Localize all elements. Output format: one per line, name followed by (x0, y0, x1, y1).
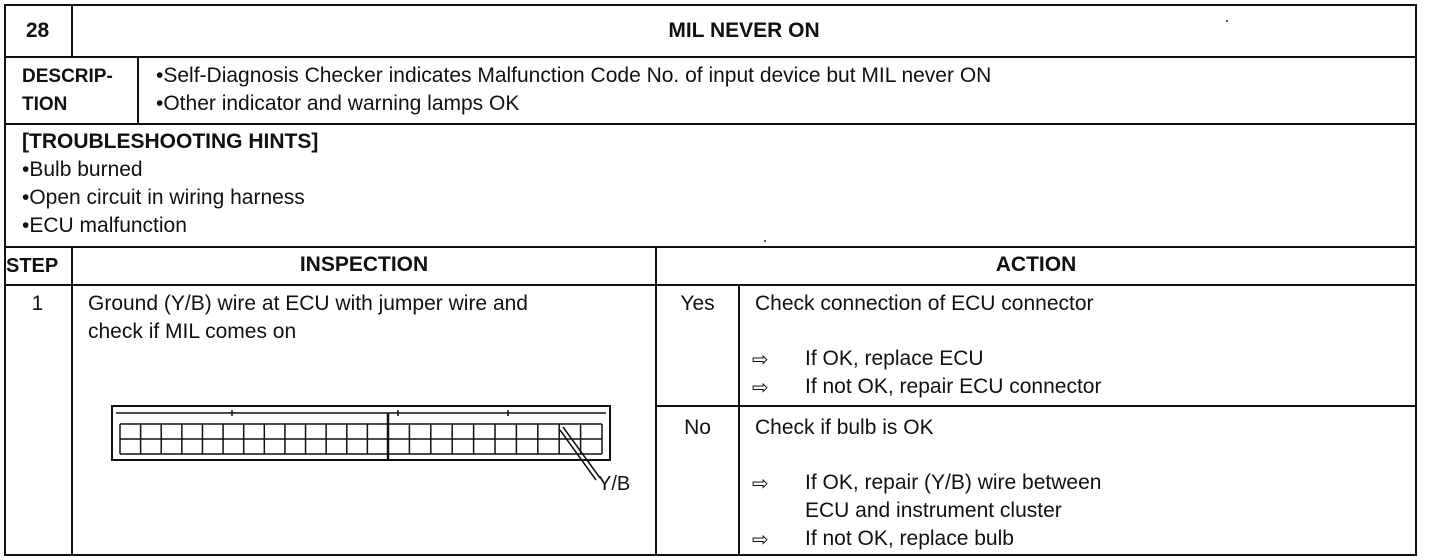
no-result: If not OK, replace bulb (805, 527, 1014, 550)
inspection-text: check if MIL comes on (88, 320, 297, 343)
rule (4, 284, 1417, 286)
rule (1415, 4, 1417, 556)
description-label: DESCRIP- (22, 66, 113, 87)
procedure-title: MIL NEVER ON (668, 19, 820, 42)
hint-item: •Bulb burned (22, 158, 143, 181)
procedure-number: 28 (25, 19, 50, 42)
description-item: •Self-Diagnosis Checker indicates Malfunction Code No. of input device but MIL never ON (156, 64, 992, 87)
result-arrow-icon: ⇨ (752, 527, 769, 551)
result-arrow-icon: ⇨ (752, 471, 769, 495)
no-label: No (684, 416, 711, 439)
no-result: If OK, repair (Y/B) wire between (805, 471, 1102, 494)
rule (4, 123, 1417, 125)
inspection-text: Ground (Y/B) wire at ECU with jumper wire and (88, 292, 528, 315)
result-arrow-icon: ⇨ (752, 375, 769, 399)
connector-outline (112, 406, 610, 460)
yes-check: Check connection of ECU connector (755, 292, 1094, 315)
description-label: TION (22, 94, 68, 115)
step-number: 1 (31, 292, 44, 315)
rule (655, 405, 1417, 407)
rule (4, 4, 1417, 6)
rule (4, 246, 1417, 248)
result-arrow-icon: ⇨ (752, 347, 769, 371)
rule (71, 246, 73, 556)
hints-title: [TROUBLESHOOTING HINTS] (22, 130, 319, 153)
description-item: •Other indicator and warning lamps OK (156, 92, 520, 115)
step-header: STEP (6, 255, 59, 277)
inspection-header: INSPECTION (299, 253, 429, 276)
speck (764, 240, 766, 242)
rule (4, 554, 1417, 556)
hint-item: •ECU malfunction (22, 214, 187, 237)
yes-result: If not OK, repair ECU connector (805, 375, 1102, 398)
no-check: Check if bulb is OK (755, 416, 934, 439)
yes-result: If OK, replace ECU (805, 347, 984, 370)
ecu-connector-diagram (108, 400, 648, 496)
action-header: ACTION (995, 253, 1077, 276)
rule (137, 56, 139, 125)
no-result: ECU and instrument cluster (805, 499, 1062, 522)
rule (738, 284, 740, 556)
yes-label: Yes (680, 292, 715, 315)
hint-item: •Open circuit in wiring harness (22, 186, 305, 209)
rule (4, 56, 1417, 58)
yb-wire-label: Y/B (598, 473, 631, 495)
rule (4, 4, 6, 556)
